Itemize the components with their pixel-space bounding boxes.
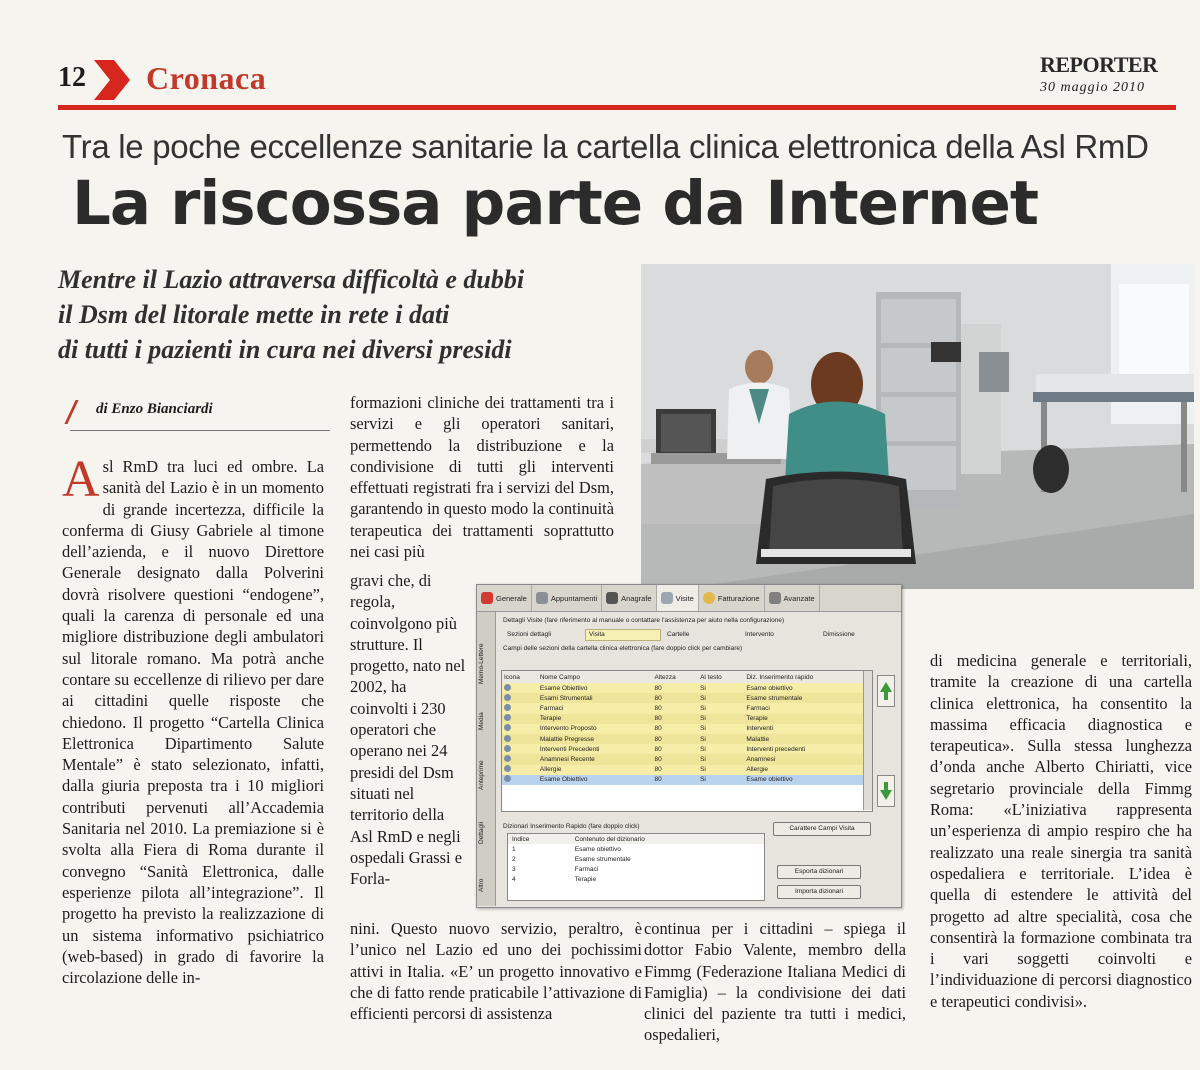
newspaper-logo: REPORTER [1040,52,1158,77]
table-cell: Esami Strumentali [539,694,593,702]
table-cell: 4 [512,875,516,883]
table-row[interactable] [502,734,872,744]
field-font-button[interactable]: Carattere Campi Visita [773,822,871,836]
table-cell: Esame Obiettivo [539,684,588,692]
fields-note: Campi delle sezioni della cartella clinica elettronica (fare doppio click per cambiare) [503,645,743,652]
table-header-row: Indice Contenuto del dizionario [508,834,764,844]
column-2-top: formazioni cliniche dei trattamenti tra i servizi e gli operatori sanitari, permettendo la distribuzione e la condivisione di tutti gli interventi effettuati registrati fra i servizi del Dsm, garantendo in questo modo la continuità terapeutica dei trattamenti soprattutto nei casi più [350,393,614,562]
table-cell: 80 [654,766,662,774]
table-cell: Esame strumentale [746,694,803,702]
table-cell: Esame Obiettivo [539,776,588,784]
side-tab-anteprime[interactable]: Anteprime [478,760,485,790]
table-row[interactable] [502,703,872,713]
deck-line: Mentre il Lazio attraversa difficoltà e dubbi [58,265,525,294]
table-cell: Anamnesi [746,755,776,763]
table-cell: Si [700,776,706,784]
table-cell: Malattie [746,735,770,743]
arrow-up-icon [878,676,894,706]
table-row[interactable] [502,714,872,724]
table-cell: 80 [654,725,662,733]
table-cell: Si [700,755,706,763]
details-note: Dettagli Visite (fare riferimento al manuale o contattare l'assistenza per aiuto nella configurazione) [503,617,785,624]
deck-line: il Dsm del litorale mette in rete i dati [58,300,450,329]
table-cell: Si [700,766,706,774]
table-cell: 80 [654,694,662,702]
table-cell: Allergie [539,766,562,774]
move-down-button[interactable] [877,775,895,807]
fields-scrollbar[interactable] [863,671,872,810]
app-tab-bar [477,585,901,612]
table-cell: Interventi [746,725,774,733]
field-icon [504,735,511,742]
table-cell: Malattie Pregresse [539,735,595,743]
table-cell: 80 [654,745,662,753]
table-cell: 80 [654,755,662,763]
tab-fatturazione[interactable]: Fatturazione [699,585,765,611]
deck-line: di tutti i pazienti in cura nei diversi presidi [58,335,512,364]
clipboard-icon [661,592,673,604]
table-row[interactable] [502,754,872,764]
page-number: 12 [58,62,86,93]
table-cell: Terapie [746,715,768,723]
table-cell: 80 [654,684,662,692]
field-icon [504,765,511,772]
tab-generale[interactable]: Generale [477,585,532,611]
column-2-bottom: nini. Questo nuovo servizio, peraltro, è l’unico nel Lazio ed uno dei pochissimi attivi in Italia. «E’ un progetto innovativo e che di fatto rende praticabile l’attivazione di efficienti percorsi di assistenza [350,919,642,1024]
export-dictionary-button[interactable]: Esporta dizionari [777,865,861,879]
field-icon [504,724,511,731]
tab-avanzate[interactable]: Avanzate [765,585,820,611]
table-cell: Si [700,694,706,702]
table-row[interactable] [502,775,872,785]
table-cell: Farmaci [746,704,770,712]
dictionary-table [507,833,765,901]
table-row[interactable] [502,683,872,693]
table-cell: 80 [654,776,662,784]
list-item[interactable] [508,854,764,864]
table-cell: Si [700,735,706,743]
issue-date: 30 maggio 2010 [1040,80,1145,95]
list-item[interactable] [508,874,764,884]
import-dictionary-button[interactable]: Importa dizionari [777,885,861,899]
field-icon [504,775,511,782]
table-cell: 80 [654,735,662,743]
deck [58,262,638,367]
table-cell: Anamnesi Recente [539,755,595,763]
software-screenshot: Generale Appuntamenti Anagrafe Visite Fatturazione Avanzate Memo-Lettere Media Anteprime Dettagli Altro Dettagli Visite (fare riferimento al manuale o contattare l'assistenza per aiuto nella configurazione) Sezioni dettagli Visita Cartelle Intervento Dimissione Campi delle sezioni della cartella clinica elettronica (fare doppio click per cambiare) Icona Nome Campo Altezza Al testo Diz. Inserimento rapido Esame Obiettivo 80 Si Esame obiettivo Esami Strumentali 80 Si Esame strumentale Farmaci 80 Si Farmaci Terapie 80 Si Terapie Intervento Proposto 80 Si Interventi Malattie Pregresse 80 Si Malattie Interventi Precedenti 80 Si Interventi precedenti Anamnesi Recente 80 Si Anamnesi Allergie 80 Si Allergie Esame Obiettivo 80 Si Esame obiettivo Dizionari Inserimento Rapido (fare doppio click) Indice Contenuto del dizionario 1 Esame obiettivo 2 Esame strumentale 3 Farmaci 4 Terapie Carattere Campi Visita Esporta dizionari Importa dizionari [476,584,902,908]
table-cell: Farmaci [539,704,564,712]
table-cell: 1 [512,845,516,853]
column-4: di medicina generale e territoriali, tramite la creazione di una cartella clinica elettronica, ha consentito la massima efficacia diagnostica e terapeutica». Sulla stessa lunghezza d’onda anche Alberto Chiriatti, vice segretario provinciale della Fimmg Roma: «L’iniziativa rappresenta un’esperienza di ampio respiro che ha realizzato una reale sinergia tra sanità ospedaliera e territoriale. L’idea è quella di estendere le attività del progetto ad altre specialità, cosa che consentirà la formazione combinata tra i vari soggetti coinvolti e l’individuazione di percorsi diagnostico e terapeutici condivisi». [930,651,1192,1011]
headline: La riscossa parte da Internet [72,168,1039,239]
table-cell: Si [700,684,706,692]
field-icon [504,704,511,711]
body-paragraph: Asl RmD tra luci ed ombre. La sanità del Lazio è in un momento di grande incertezza, difficile la conferma di Giusy Gabriele al timone dell’azienda, e il nuovo Direttore Generale designato dalla Polverini dovrà risolvere questioni “endogene”, quali la carenza di personale ed una migliore distribuzione degli ambulatori sul litorale romano. Ma potrà anche contare su eccellenze di rilievo per dare ai cittadini quelle risposte che chiedono. Il progetto “Cartella Clinica Elettronica Dipartimento Salute Mentale” è stato selezionato, infatti, dalla giuria preposta tra i 10 migliori contributi pervenuti all’Accademia Sanitaria nel 2010. La premiazione si è svolta alla Fiera di Roma durante il convegno “Sanità Elettronica, dalle esperienze pilota all’integrazione”. Il progetto ha previsto la realizzazione di un sistema informativo psichiatrico (web-based) in grado di favorire la circolazione delle in- [62,451,324,988]
table-cell: Terapie [539,715,562,723]
table-header-row: Icona Nome Campo Altezza Al testo Diz. Inserimento rapido [502,671,872,683]
field-icon [504,714,511,721]
coin-icon [703,592,715,604]
chevron-right-icon [90,58,132,102]
field-icon [504,755,511,762]
dictionary-title: Dizionari Inserimento Rapido (fare doppio click) [503,823,640,830]
section-cartelle[interactable]: Cartelle [667,631,690,638]
table-cell: 80 [654,704,662,712]
people-icon [606,592,618,604]
tab-anagrafe[interactable]: Anagrafe [602,585,656,611]
list-item[interactable] [508,844,764,854]
field-icon [504,745,511,752]
side-tab-altro[interactable]: Altro [478,878,485,892]
move-up-button[interactable] [877,675,895,707]
table-cell: Esame strumentale [574,855,631,863]
table-cell: Si [700,715,706,723]
side-tab-dettagli[interactable]: Dettagli [478,821,485,844]
column-2-narrow: gravi che, di regola, coinvolgono più strutture. Il progetto, nato nel 2002, ha coinvolti i 230 operatori che operano nei 24 presidi del Dsm situati nel territorio della Asl RmD e negli ospedali Grassi e Forla- [350,571,466,889]
column-3: continua per i cittadini – spiega il dottor Fabio Valente, membro della Fimmg (Federazione Italiana Medici di Famiglia) – la condivisione dei dati clinici del paziente tra tutti i medici, ospedalieri, [644,919,906,1045]
fields-table [501,670,873,812]
table-cell: Terapie [574,875,597,883]
field-icon [504,684,511,691]
table-cell: Si [700,745,706,753]
table-cell: 3 [512,865,516,873]
calendar-icon [536,592,548,604]
arrow-down-icon [878,776,894,806]
sections-label: Sezioni dettagli [507,631,552,638]
side-tab-bar [477,612,496,906]
table-row[interactable] [502,744,872,754]
table-row[interactable] [502,765,872,775]
table-cell: Esame obiettivo [746,684,793,692]
table-cell: Esame obiettivo [746,776,793,784]
table-cell: Si [700,725,706,733]
kicker: Tra le poche eccellenze sanitarie la cartella clinica elettronica della Asl RmD [62,128,1149,165]
section-intervento[interactable]: Intervento [745,631,774,638]
tools-icon [769,592,781,604]
tab-visite[interactable]: Visite [657,585,699,611]
tab-appuntamenti[interactable]: Appuntamenti [532,585,602,611]
field-icon [504,694,511,701]
section-dimissione[interactable]: Dimissione [823,631,855,638]
table-row[interactable] [502,693,872,703]
byline: di Enzo Bianciardi [96,401,213,417]
table-cell: Esame obiettivo [574,845,621,853]
table-cell: Interventi Precedenti [539,745,600,753]
section-title: Cronaca [146,60,267,96]
header-rule [58,105,1176,110]
table-cell: Interventi precedenti [746,745,806,753]
list-item[interactable] [508,864,764,874]
table-row[interactable] [502,724,872,734]
table-cell: 2 [512,855,516,863]
table-cell: Intervento Proposto [539,725,597,733]
side-tab-media[interactable]: Media [478,712,485,730]
byline-accent [64,400,78,424]
column-1 [62,451,324,988]
byline-rule [70,430,330,431]
side-tab-memo[interactable]: Memo-Lettere [478,643,485,684]
clinic-photo [641,264,1194,589]
home-icon [481,592,493,604]
table-cell: Si [700,704,706,712]
table-cell: Allergie [746,766,769,774]
table-cell: Farmaci [574,865,599,873]
table-cell: 80 [654,715,662,723]
